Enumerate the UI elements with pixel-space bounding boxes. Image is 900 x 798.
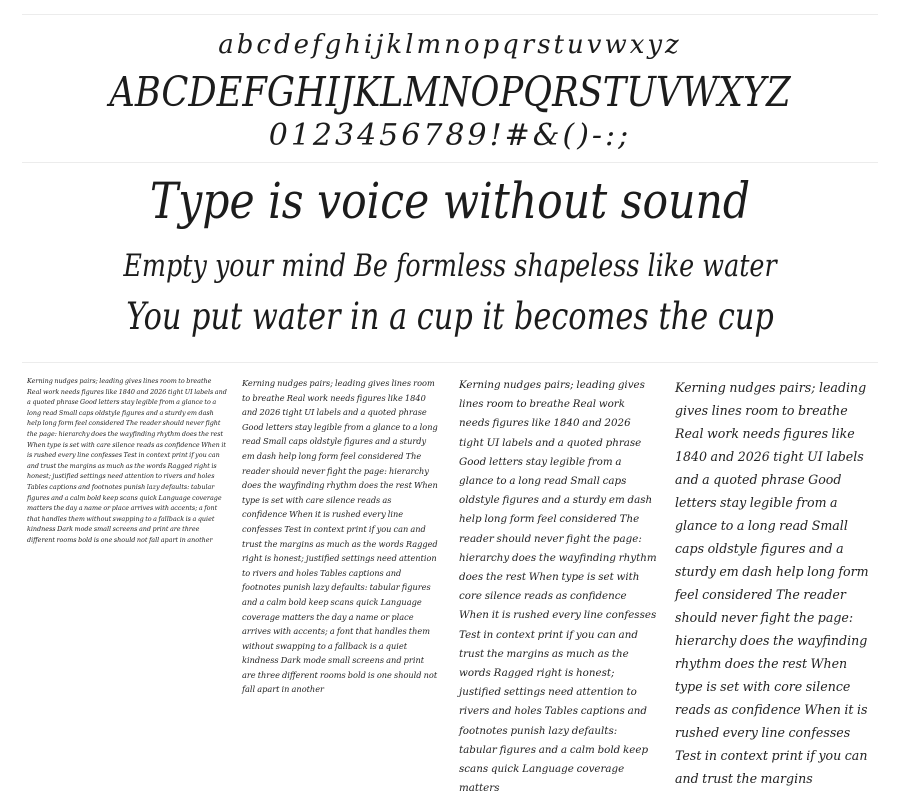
headline-medium-second: You put water in a cup it becomes the cup (126, 295, 774, 338)
headlines-divider (22, 362, 878, 363)
lowercase-glyph-row: abcdefghijklmnopqrstuvwxyz (218, 30, 682, 60)
body-specimen-small: Kerning nudges pairs; leading gives lines room to breathe Real work needs figures like 1840 and 2026 tight UI labels and a quoted phrase Good letters stay legible from a glance to a long read Small caps oldstyle figures and a sturdy em dash help long form feel considered The reader should never fight the page: hierarchy does the wayfinding rhythm does the rest When type is set with care silence reads as confidence When it is rushed every line confesses Test in context print if you can and trust the margins as much as the words Ragged right is honest; justified settings need attention to rivers and holes Tables captions and footnotes punish lazy defaults: tabular figures and a calm bold keep scans quick Language coverage matters the day a name or place arrives with accents; a font that handles them without swapping to a fallback is a quiet kindness Dark mode small screens and print are three different rooms bold is one should not fall apart in another (27, 377, 227, 544)
figures-punctuation-row: 0123456789!#&()-:; (268, 118, 632, 153)
body-specimen-xlarge: Kerning nudges pairs; leading gives lines room to breathe Real work needs figures like 1840 and 2026 tight UI labels and a quoted phrase Good letters stay legible from a glance to a long read Small caps oldstyle figures and a sturdy em dash help long form feel considered The reader should never fight the page: hierarchy does the wayfinding rhythm does the rest When type is set with core silence reads as confidence When it is rushed every line confesses Test in context print if you can and trust the margins (675, 380, 869, 786)
top-divider (22, 14, 878, 15)
headline-medium: Empty your mind Be formless shapeless like water (123, 248, 777, 284)
uppercase-glyph-row: ABCDEFGHIJKLMNOPQRSTUVWXYZ (109, 68, 791, 116)
glyphs-divider (22, 162, 878, 163)
body-specimen-medium: Kerning nudges pairs; leading gives lines room to breathe Real work needs figures like 1840 and 2026 tight UI labels and a quoted phrase Good letters stay legible from a glance to a long read Small caps oldstyle figures and a sturdy em dash help long form feel considered The reader should never fight the page: hierarchy does the wayfinding rhythm does the rest When type is set with care silence reads as confidence When it is rushed every line confesses Test in context print if you can and trust the margins as much as the words Ragged right is honest; justified settings need attention to rivers and holes Tables captions and footnotes punish lazy defaults: tabular figures and a calm bold keep scans quick Language coverage matters the day a name or place arrives with accents; a font that handles them without swapping to a fallback is a quiet kindness Dark mode small screens and print are three different rooms bold is one should not fall apart in another (242, 378, 438, 695)
body-specimen-large: Kerning nudges pairs; leading gives lines room to breathe Real work needs figures like 1840 and 2026 tight UI labels and a quoted phrase Good letters stay legible from a glance to a long read Small caps oldstyle figures and a sturdy em dash help long form feel considered The reader should never fight the page: hierarchy does the wayfinding rhythm does the rest When type is set with core silence reads as confidence When it is rushed every line confesses Test in context print if you can and trust the margins as much as the words Ragged right is honest; justified settings need attention to rivers and holes Tables captions and footnotes punish lazy defaults: tabular figures and a calm bold keep scans quick Language coverage matters (459, 379, 657, 795)
headline-large: Type is voice without sound (149, 172, 751, 230)
